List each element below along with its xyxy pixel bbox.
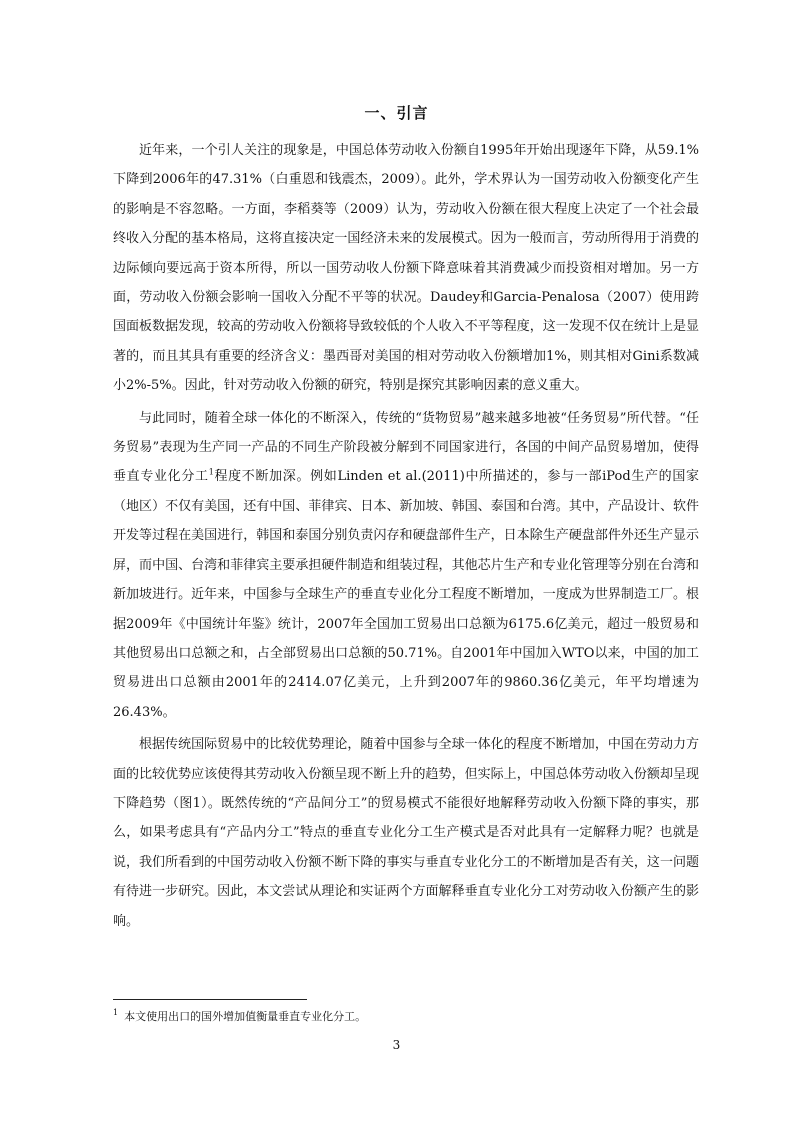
body-text [113, 136, 699, 936]
footnote-text: 本文使用出口的国外增加值衡量垂直专业化分工。 [124, 1010, 367, 1023]
paragraph-3: 根据传统国际贸易中的比较优势理论，随着中国参与全球一体化的程度不断增加，中国在劳动力方面的比较优势应该使得其劳动收入份额呈现不断上升的趋势，但实际上，中国总体劳动收入份额却呈现下降趋势（图1）。既然传统的“产品间分工”的贸易模式不能很好地解释劳动收入份额下降的事实，那么，如果考虑具有“产品内分工”特点的垂直专业化分工生产模式是否对此具有一定解释力呢？也就是说，我们所看到的中国劳动收入份额不断下降的事实与垂直专业化分工的不断增加是否有关，这一问题有待进一步研究。因此，本文尝试从理论和实证两个方面解释垂直专业化分工对劳动收入份额产生的影响。 [113, 737, 699, 929]
paragraph-2-text-after: 程度不断加深。例如Linden et al.(2011)中所描述的，参与一部iPod生产的国家（地区）不仅有美国，还有中国、菲律宾、日本、新加坡、韩国、泰国和台湾。其中，产品设计、软件开发等过程在美国进行，韩国和泰国分别负责闪存和硬盘部件生产，日本除生产硬盘部件外还生产显示屏，而中国、台湾和菲律宾主要承担硬件制造和组装过程，其他芯片生产和专业化管理等分别在台湾和新加坡进行。近年来，中国参与全球生产的垂直专业化分工程度不断增加，一度成为世界制造工厂。根据2009年《中国统计年鉴》统计，2007年全国加工贸易出口总额为6175.6亿美元，超过一般贸易和其他贸易出口总额之和，占全部贸易出口总额的50.71%。自2001年中国加入WTO以来，中国的加工贸易进出口总额由2001年的2414.07亿美元，上升到2007年的9860.36亿美元，年平均增速为26.43%。 [113, 469, 699, 720]
footnote [113, 1009, 699, 1025]
footnote-reference: 1 [208, 468, 214, 478]
paragraph-1: 近年来，一个引人关注的现象是，中国总体劳动收入份额自1995年开始出现逐年下降，从59.1%下降到2006年的47.31%（白重恩和钱震杰，2009）。此外，学术界认为一国劳动收入份额变化产生的影响是不容忽略。一方面，李稻葵等（2009）认为，劳动收入份额在很大程度上决定了一个社会最终收入分配的基本格局，这将直接决定一国经济未来的发展模式。因为一般而言，劳动所得用于消费的边际倾向要远高于资本所得，所以一国劳动收人份额下降意味着其消费减少而投资相对增加。另一方面，劳动收入份额会影响一国收入分配不平等的状况。Daudey和Garcia-Penalosa（2007）使用跨国面板数据发现，较高的劳动收入份额将导致较低的个人收入不平等程度，这一发现不仅在统计上是显著的，而且其具有重要的经济含义：墨西哥对美国的相对劳动收入份额增加1%，则其相对Gini系数减小2%-5%。因此，针对劳动收入份额的研究，特别是探究其影响因素的意义重大。 [113, 143, 699, 394]
footnote-divider [113, 999, 307, 1000]
page-number: 3 [392, 1038, 401, 1052]
section-title: 一、引言 [364, 104, 429, 122]
paragraph-2 [113, 404, 699, 727]
paragraph-2-text-before: 与此同时，随着全球一体化的不断深入，传统的“货物贸易”越来越多地被“任务贸易”所代替。“任务贸易”表现为生产同一产品的不同生产阶段被分解到不同国家进行，各国的中间产品贸易增加，使得垂直专业化分工 [113, 410, 699, 485]
footnote-mark: 1 [113, 1008, 119, 1018]
